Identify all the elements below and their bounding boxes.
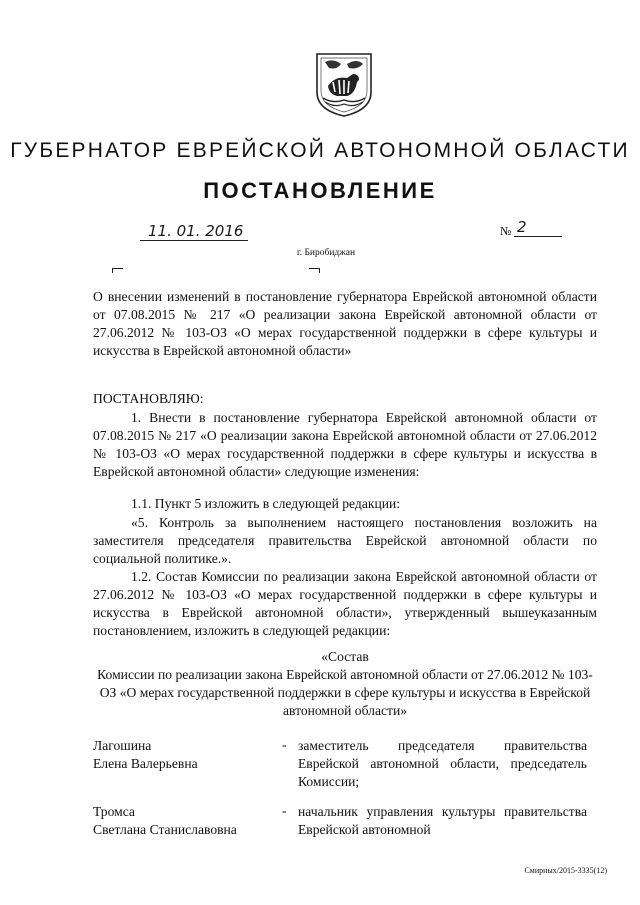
- document-title: О внесении изменений в постановление губернатора Еврейской автономной области от 07.08.2015 № 217 «О реализации закона Еврейской автономной области от 27.06.2012 № 103-ОЗ «О мерах государственной поддержки в сфере культуры и искусства в Еврейской автономной области»: [93, 289, 597, 358]
- title-corner-left: [112, 268, 123, 273]
- emblem-icon: [313, 52, 375, 118]
- paragraph-1-2: 1.2. Состав Комиссии по реализации закона Еврейской автономной области от 27.06.2012 № 103-ОЗ «О мерах государственной поддержки в сфере культуры и искусства в Еврейской автономной области», утвержденный вышеуказанным постановлением, изложить в следующей редакции:: [93, 569, 597, 638]
- number-label: №: [500, 224, 512, 238]
- document-number: 2: [517, 218, 527, 236]
- member-dash: -: [282, 803, 287, 818]
- number-underline: [514, 236, 562, 237]
- footer-code: Смирных/2015-3335(12): [524, 866, 607, 875]
- member-given-name: Светлана Станиславовна: [93, 822, 237, 837]
- resolve-heading: ПОСТАНОВЛЯЮ:: [93, 391, 204, 406]
- document-type-heading: ПОСТАНОВЛЕНИЕ: [203, 178, 437, 203]
- composition-subtitle: Комиссии по реализации закона Еврейской автономной области от 27.06.2012 № 103-ОЗ «О мерах государственной поддержки в сфере культуры и искусства в Еврейской автономной области»: [97, 667, 593, 718]
- date-underline: [140, 240, 248, 241]
- member-role: начальник управления культуры правительства Еврейской автономной: [298, 804, 587, 837]
- paragraph-1-1-text: «5. Контроль за выполнением настоящего постановления возложить на заместителя председателя правительства Еврейской автономной области по социальной политике.».: [93, 515, 597, 566]
- member-given-name: Елена Валерьевна: [93, 756, 198, 771]
- member-surname: Лагошина: [93, 738, 152, 753]
- paragraph-1-1: 1.1. Пункт 5 изложить в следующей редакции:: [131, 496, 401, 511]
- member-surname: Тромса: [93, 804, 135, 819]
- member-role: заместитель председателя правительства Еврейской автономной области, председатель Комиссии;: [298, 738, 587, 789]
- title-corner-right: [309, 268, 320, 273]
- governor-heading: ГУБЕРНАТОР ЕВРЕЙСКОЙ АВТОНОМНОЙ ОБЛАСТИ: [10, 139, 630, 162]
- document-date: 11. 01. 2016: [148, 222, 244, 240]
- member-dash: -: [282, 737, 287, 752]
- city-label: г. Биробиджан: [296, 248, 356, 258]
- paragraph-1: 1. Внести в постановление губернатора Еврейской автономной области от 07.08.2015 № 217 «О реализации закона Еврейской автономной области от 27.06.2012 № 103-ОЗ «О мерах государственной поддержки в сфере культуры и искусства в Еврейской автономной области» следующие изменения:: [93, 410, 597, 479]
- composition-heading: «Состав: [321, 649, 369, 664]
